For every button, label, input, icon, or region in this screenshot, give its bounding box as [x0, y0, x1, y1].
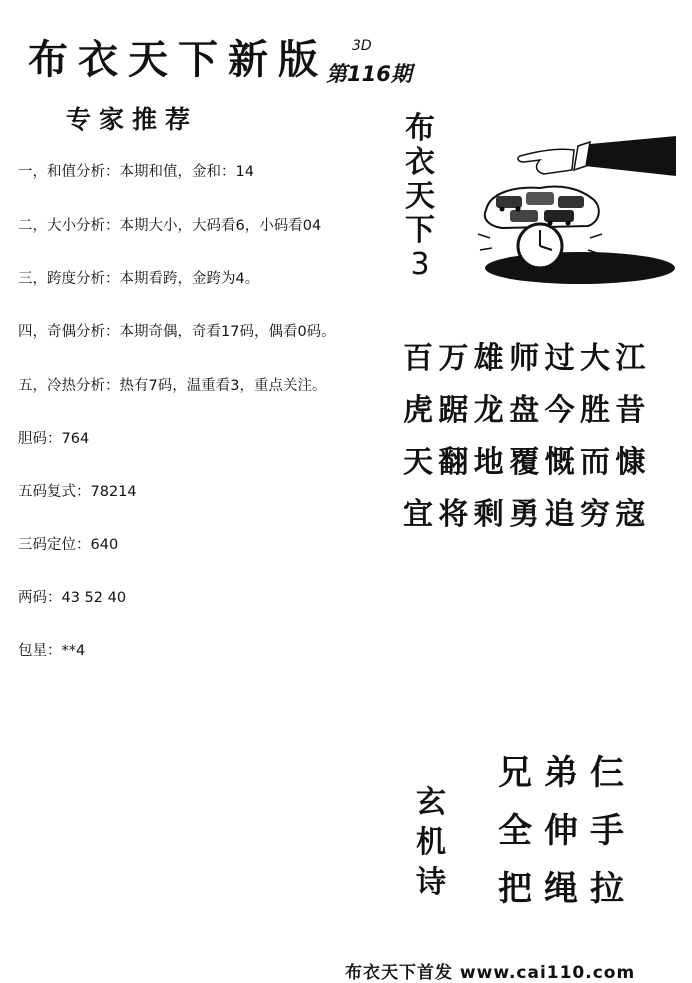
pick-line: 两码：43 52 40 [18, 590, 127, 606]
pick-line: 包星：**4 [18, 643, 86, 659]
analysis-line: 四，奇偶分析：本期奇偶，奇看17码，偶看0码。 [18, 324, 336, 340]
pick-line: 五码复式：78214 [18, 484, 137, 500]
wheel [516, 207, 521, 212]
side-title-char: 天 [405, 179, 435, 214]
poem-line: 天翻地覆慨而慷 [403, 445, 651, 480]
xuanji-char: 机 [416, 825, 446, 860]
analysis-line: 三，跨度分析：本期看跨，金跨为4。 [18, 271, 260, 287]
car-icon [526, 192, 554, 205]
side-title-char: 下 [405, 213, 435, 248]
page-title: 布衣天下新版 [28, 36, 328, 83]
verse-line: 全伸手 [498, 811, 636, 851]
side-title-char: 3 [410, 247, 430, 282]
car-icon [544, 210, 574, 222]
xuanji-label [412, 783, 450, 903]
analysis-line: 二，大小分析：本期大小，大码看6，小码看04 [18, 218, 322, 234]
xuanji-char: 玄 [416, 785, 446, 820]
car-icon [558, 196, 584, 208]
wheel [566, 221, 571, 226]
lottery-type-tag: 3D [352, 38, 372, 54]
xuanji-char: 诗 [416, 865, 446, 900]
analysis-line: 五，冷热分析：热有7码，温重看3，重点关注。 [18, 378, 327, 394]
pick-line: 胆码：764 [18, 431, 90, 447]
verse-line: 把绳拉 [498, 869, 636, 909]
section-subtitle: 专家推荐 [66, 105, 199, 134]
issue-number: 第116期 [326, 62, 412, 86]
side-title-char: 布 [405, 111, 435, 146]
footer-source: 布衣天下首发 www.cai110.com [345, 963, 636, 983]
car-icon [496, 196, 522, 208]
side-title-char: 衣 [405, 145, 435, 180]
wheel [500, 207, 505, 212]
verse-line: 兄弟仨 [498, 753, 636, 793]
pick-line: 三码定位：640 [18, 537, 119, 553]
car-icon [510, 210, 538, 222]
illustration-clock-cars [470, 118, 676, 288]
shadow [485, 252, 675, 284]
side-title [396, 112, 444, 282]
analysis-line: 一，和值分析：本期和值，金和：14 [18, 164, 254, 180]
poem-line: 宜将剩勇追穷寇 [403, 497, 651, 532]
poem-line: 百万雄师过大江 [403, 341, 651, 376]
poem-line: 虎踞龙盘今胜昔 [403, 393, 651, 428]
arm-sleeve [585, 136, 676, 176]
hand-icon [518, 149, 574, 174]
